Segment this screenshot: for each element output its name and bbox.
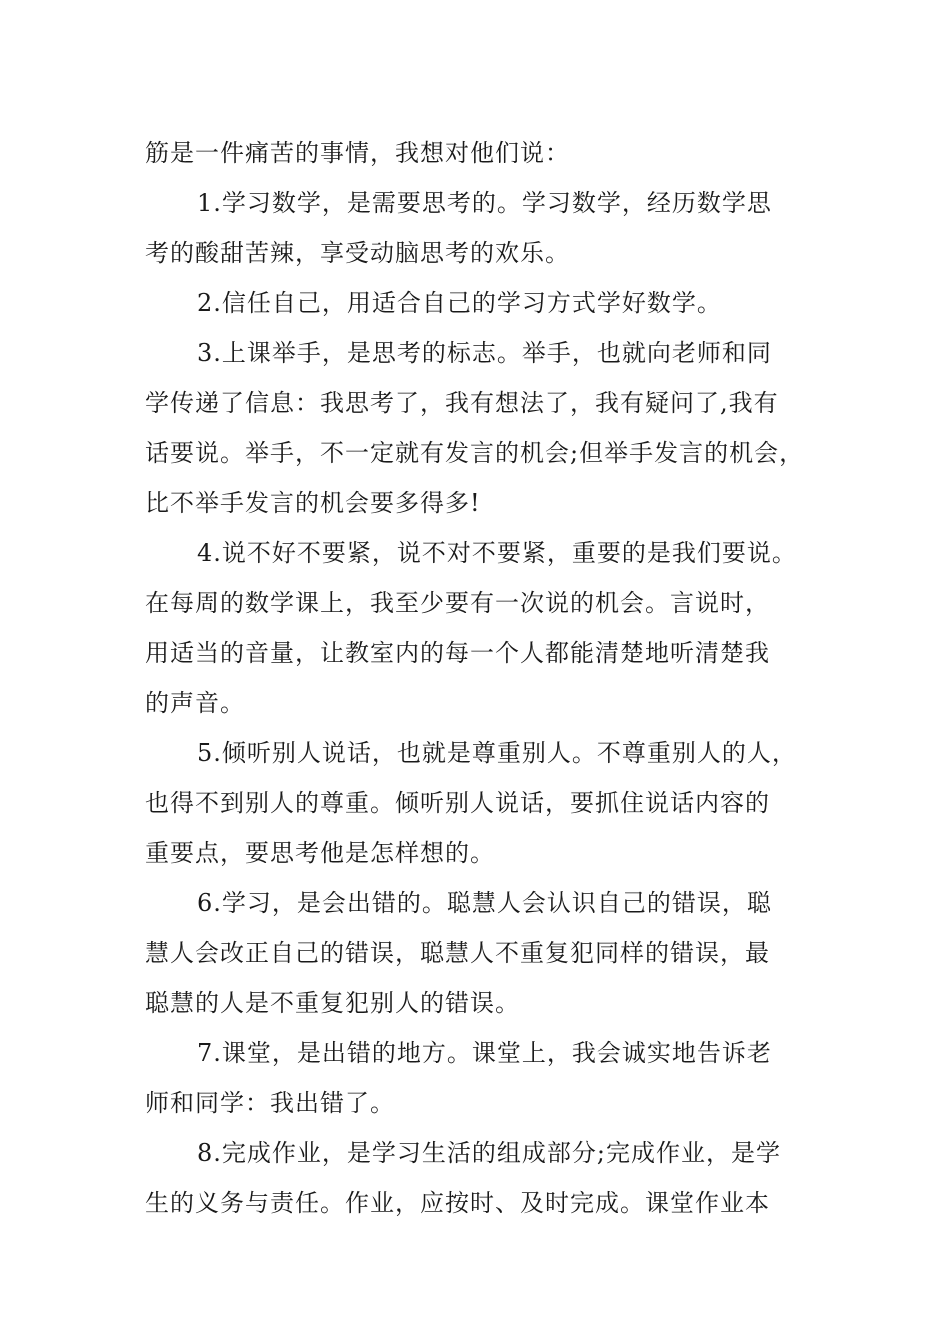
paragraph-intro bbox=[145, 128, 835, 178]
text-line: 话要说。举手，不一定就有发言的机会;但举手发言的机会， bbox=[145, 439, 805, 467]
text-line: 2.信任自己，用适合自己的学习方式学好数学。 bbox=[197, 289, 722, 317]
text-line: 生的义务与责任。作业，应按时、及时完成。课堂作业本 bbox=[145, 1189, 770, 1217]
text-line: 学传递了信息：我思考了，我有想法了，我有疑问了,我有 bbox=[145, 389, 779, 417]
text-line: 比不举手发言的机会要多得多! bbox=[145, 489, 481, 517]
text-line: 7.课堂，是出错的地方。课堂上，我会诚实地告诉老 bbox=[197, 1039, 772, 1067]
text-line: 筋是一件痛苦的事情，我想对他们说： bbox=[145, 139, 570, 167]
text-line: 师和同学：我出错了。 bbox=[145, 1089, 395, 1117]
paragraph-item-2 bbox=[145, 278, 835, 328]
text-line: 的声音。 bbox=[145, 689, 245, 717]
text-line: 用适当的音量，让教室内的每一个人都能清楚地听清楚我 bbox=[145, 639, 770, 667]
text-line: 4.说不好不要紧，说不对不要紧，重要的是我们要说。 bbox=[197, 539, 797, 567]
paragraph-item-3 bbox=[145, 328, 835, 528]
paragraph-item-4 bbox=[145, 528, 835, 728]
text-line: 6.学习，是会出错的。聪慧人会认识自己的错误，聪 bbox=[197, 889, 772, 917]
text-line: 重要点，要思考他是怎样想的。 bbox=[145, 839, 495, 867]
text-line: 慧人会改正自己的错误，聪慧人不重复犯同样的错误，最 bbox=[145, 939, 770, 967]
text-line: 在每周的数学课上，我至少要有一次说的机会。言说时， bbox=[145, 589, 770, 617]
paragraph-item-6 bbox=[145, 878, 835, 1028]
document-body bbox=[145, 128, 835, 1228]
text-line: 5.倾听别人说话，也就是尊重别人。不尊重别人的人， bbox=[197, 739, 797, 767]
paragraph-item-1 bbox=[145, 178, 835, 278]
text-line: 考的酸甜苦辣，享受动脑思考的欢乐。 bbox=[145, 239, 570, 267]
paragraph-item-7 bbox=[145, 1028, 835, 1128]
text-line: 也得不到别人的尊重。倾听别人说话，要抓住说话内容的 bbox=[145, 789, 770, 817]
text-line: 1.学习数学，是需要思考的。学习数学，经历数学思 bbox=[197, 189, 772, 217]
text-line: 3.上课举手，是思考的标志。举手，也就向老师和同 bbox=[197, 339, 772, 367]
paragraph-item-8 bbox=[145, 1128, 835, 1228]
text-line: 聪慧的人是不重复犯别人的错误。 bbox=[145, 989, 520, 1017]
text-line: 8.完成作业，是学习生活的组成部分;完成作业，是学 bbox=[197, 1139, 781, 1167]
paragraph-item-5 bbox=[145, 728, 835, 878]
